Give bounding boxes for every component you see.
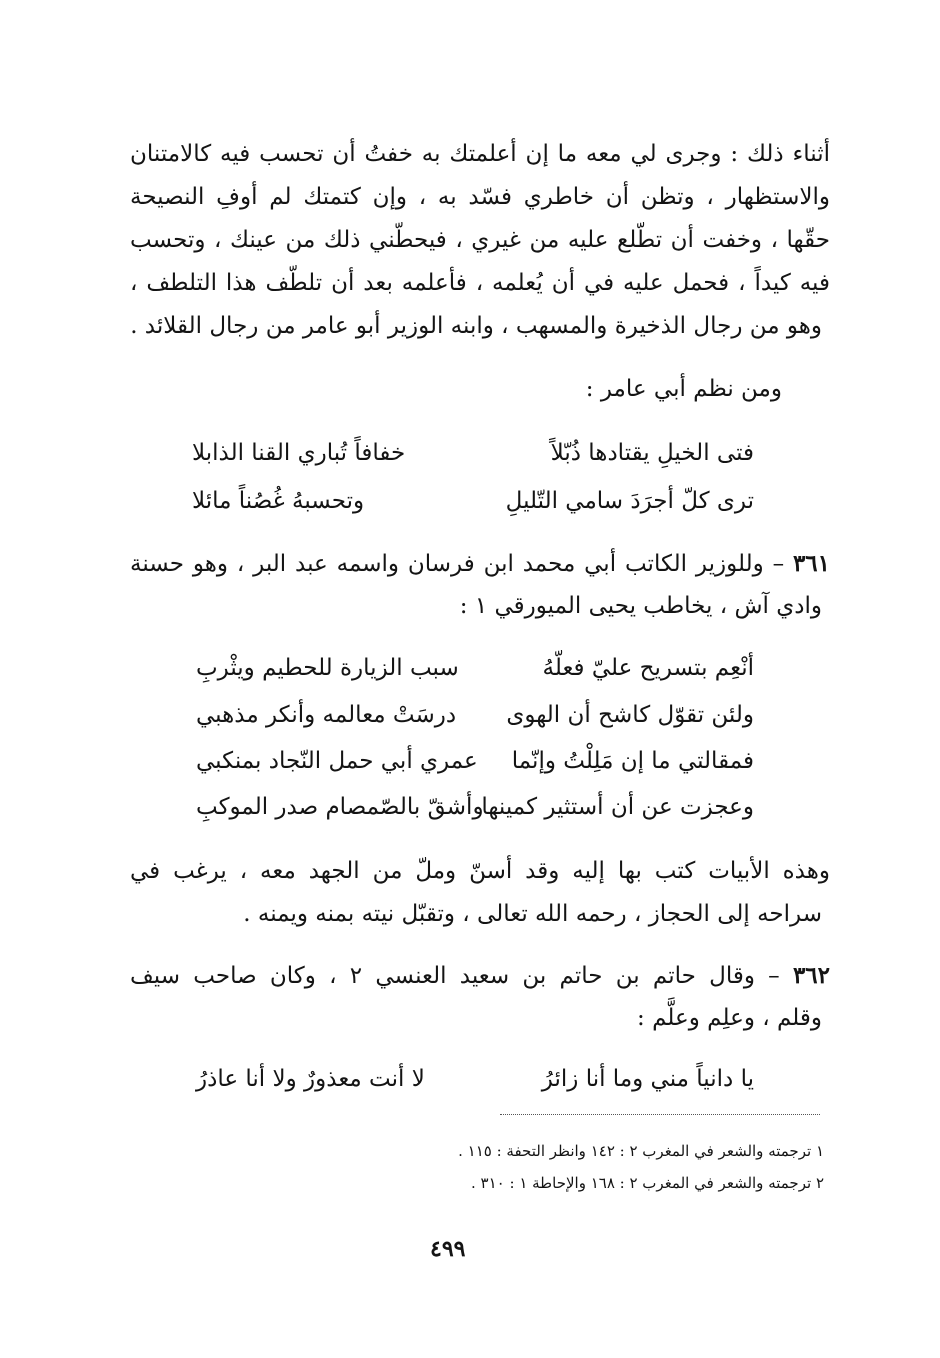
verse-hemistich-left: وتحسبهُ غُصُناً مائلا <box>192 488 365 514</box>
verse-hemistich-right: ترى كلّ أجرَدَ سامي التّليلِ <box>505 488 754 514</box>
verse-hemistich-right: فتى الخيلِ يقتادها ذُبّلاً <box>550 440 754 466</box>
paragraph1-line: حقّها ، وخفت أن تطّلع عليه من غيري ، فيحطّني ذلك من عينك ، وتحسب <box>130 227 830 253</box>
poem-intro: ومن نظم أبي عامر : <box>585 376 782 402</box>
entry-text: – وللوزير الكاتب أبي محمد ابن فرسان واسمه عبد البر ، وهو حسنة <box>130 551 785 577</box>
footnote: ٢ ترجمته والشعر في المغرب ٢ : ١٦٨ والإحاطة ١ : ٣١٠ . <box>471 1174 824 1192</box>
paragraph2-line: سراحه إلى الحجاز ، رحمه الله تعالى ، وتقبّل نيته بمنه ويمنه . <box>243 901 822 927</box>
verse-hemistich-right: أنْعِم بتسريح عليّ فعلّهُ <box>542 655 754 681</box>
verse-hemistich-left: عمري أبي حمل النّجاد بمنكبي <box>196 748 478 774</box>
verse-hemistich-left: درسَتْ معالمه وأنكر مذهبي <box>196 702 457 728</box>
paragraph1-line: أثناء ذلك : وجرى لي معه ما إن أعلمتك به خفتُ أن تحسب فيه كالامتنان <box>130 141 830 167</box>
verse-hemistich-right: وعجزت عن أن أستثير كمينها <box>481 794 754 820</box>
entry-number: ٣٦١ <box>792 550 830 577</box>
verse-hemistich-right: ولئن تقوّل كاشح أن الهوى <box>506 702 754 728</box>
page-number: ٤٩٩ <box>430 1236 466 1262</box>
entry-361-line: وادي آش ، يخاطب يحيى الميورقي ١ : <box>459 593 822 619</box>
entry-361-line <box>130 552 830 576</box>
verse-hemistich-right: فمقالتي ما إن مَلِلْتُ وإنّما <box>511 748 754 774</box>
paragraph2-line: وهذه الأبيات كتب بها إليه وقد أسنّ وملّ من الجهد معه ، يرغب في <box>130 858 830 884</box>
entry-362-line: وقلم ، وعلِم وعلَّم : <box>637 1005 822 1031</box>
verse-hemistich-left: خفافاً تُباري القنا الذابلا <box>192 440 406 466</box>
footnote: ١ ترجمته والشعر في المغرب ٢ : ١٤٢ وانظر التحفة : ١١٥ . <box>458 1142 824 1160</box>
verse-hemistich-left: سبب الزيارة للحطيم ويثْربِ <box>196 655 459 681</box>
entry-362-line <box>130 964 830 988</box>
entry-text: – وقال حاتم بن حاتم بن سعيد العنسي ٢ ، وكان صاحب سيف <box>130 963 780 989</box>
verse-hemistich-left: لا أنت معذورٌ ولا أنا عاذرُ <box>196 1066 425 1092</box>
paragraph1-line: وهو من رجال الذخيرة والمسهب ، وابنه الوزير أبو عامر من رجال القلائد . <box>130 313 822 339</box>
footnote-separator <box>500 1114 820 1115</box>
verse-hemistich-right: يا دانياً مني وما أنا زائرُ <box>541 1066 754 1092</box>
paragraph1-line: فيه كيداً ، فحمل عليه في أن يُعلمه ، فأعلمه بعد أن تلطّف هذا التلطف ، <box>130 270 830 296</box>
paragraph1-line: والاستظهار ، وتظن أن خاطري فسّد به ، وإن كتمتك لم أوفِ النصيحة <box>130 184 830 210</box>
entry-number: ٣٦٢ <box>792 962 831 989</box>
verse-hemistich-left: وأشقّ بالصّمصام صدر الموكبِ <box>196 794 484 820</box>
